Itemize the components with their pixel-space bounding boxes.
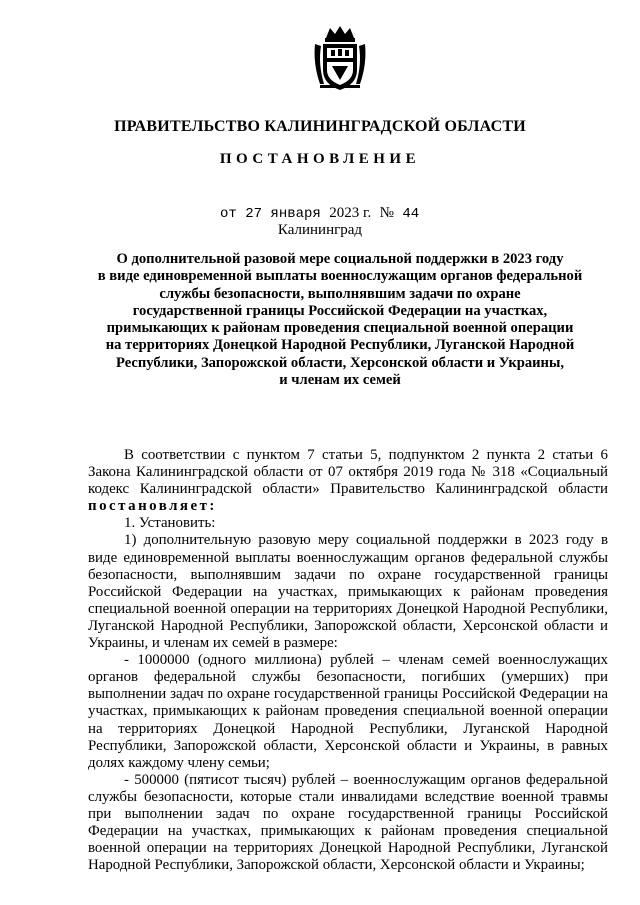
date-year: 2023 г. <box>329 205 372 221</box>
title-line: Республики, Запорожской области, Херсонской области и Украины, <box>115 354 565 371</box>
resolves-word: постановляет: <box>88 498 217 515</box>
number-sign: № <box>379 205 394 221</box>
document-title <box>80 251 600 389</box>
bullet-2: - 500000 (пятисот тысяч) рублей – военнослужащим органов федеральной службы безопасности, которые стали инвалидами вследствие военной травмы при выполнении задач по охране государственной границы Российской Федерации на участках, примыкающих к районам проведения специальной военной операции на территориях Донецкой Народной Республики, Луганской Народной Республики, Запорожской области, Херсонской области и Украины; <box>88 771 608 874</box>
kaliningrad-coat-of-arms-icon <box>312 24 368 92</box>
document-number: 44 <box>402 206 420 222</box>
bullet-1: - 1000000 (одного миллиона) рублей – членам семей военнослужащих органов федеральной службы безопасности, погибших (умерших) при выполнении задач по охране государственной границы Российской Федерации на участках, примыкающих к районам проведения специальной военной операции на территориях Донецкой Народной Республики, Луганской Народной Республики, Запорожской области, Херсонской области и Украины, в равных долях каждому члену семьи; <box>88 652 608 771</box>
document-type: ПОСТАНОВЛЕНИЕ <box>219 151 421 167</box>
document-body <box>88 447 608 874</box>
date-prefix: от <box>220 206 237 222</box>
title-line: службы безопасности, выполнявшим задачи по охране <box>159 285 521 302</box>
title-line: в виде единовременной выплаты военнослужащим органов федеральной <box>97 268 583 285</box>
date-line <box>220 205 419 222</box>
intro-text: В соответствии с пунктом 7 статьи 5, подпунктом 2 пункта 2 статьи 6 Закона Калининградской области от 07 октября 2019 года № 318 «Социальный кодекс Калининградской области» Правительство Калининградской области <box>88 447 608 498</box>
item-1: 1. Установить: <box>124 515 216 532</box>
title-line: и членам их семей <box>279 372 401 389</box>
date-day-month: 27 января <box>245 206 321 222</box>
title-line: на территориях Донецкой Народной Республики, Луганской Народной <box>105 337 575 354</box>
title-line: О дополнительной разовой мере социальной поддержки в 2023 году <box>116 251 564 267</box>
city: Калининград <box>277 222 363 238</box>
intro-paragraph <box>88 447 608 515</box>
government-name: ПРАВИТЕЛЬСТВО КАЛИНИНГРАДСКОЙ ОБЛАСТИ <box>114 118 526 135</box>
title-line: примыкающих к районам проведения специальной военной операции <box>106 320 574 337</box>
title-line: государственной границы Российской Федерации на участках, <box>132 302 548 319</box>
item-1-1: 1) дополнительную разовую меру социальной поддержки в 2023 году в виде единовременной выплаты военнослужащим органов федеральной службы безопасности, выполнявшим задачи по охране государственной границы Российской Федерации на участках, примыкающих к районам проведения специальной военной операции на территориях Донецкой Народной Республики, Луганской Народной Республики, Запорожской области, Херсонской области и Украины, и членам их семей в размере: <box>88 532 608 652</box>
